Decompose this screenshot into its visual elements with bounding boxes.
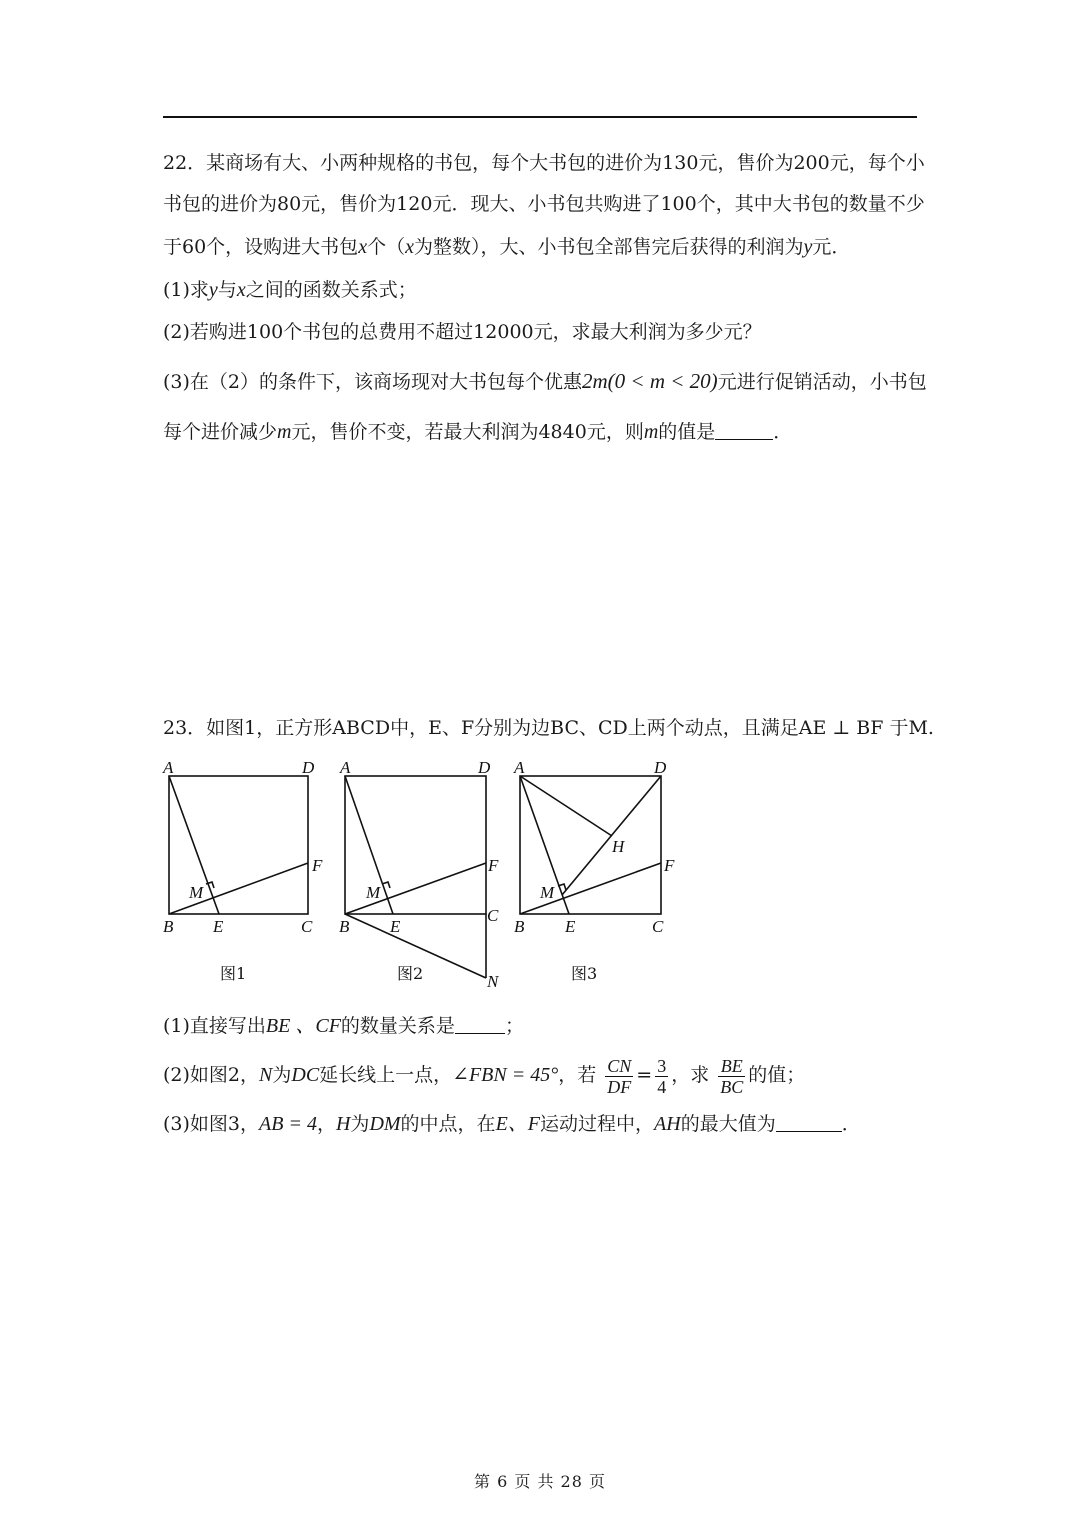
fraction-cn-df xyxy=(605,1056,633,1097)
fig2-label-c: C xyxy=(487,906,499,925)
fig1-label-e: E xyxy=(213,917,224,936)
q22-p2-text: (2)若购进100个书包的总费用不超过12000元，求最大利润为多少元？ xyxy=(163,321,762,343)
q22-p3-text-c: 每个进价减少 xyxy=(163,421,278,443)
fig2-caption: 图2 xyxy=(397,964,424,983)
q22-text-3a: 于60个，设购进大书包 xyxy=(163,236,359,258)
fig2-label-d: D xyxy=(478,758,491,777)
q22-text-2: 书包的进价为80元，售价为120元．现大、小书包共购进了100个，其中大书包的数量不少 xyxy=(163,193,925,215)
point-n: N xyxy=(259,1064,273,1086)
q23-p3-text-a: (3)如图3， xyxy=(163,1113,260,1135)
q23-p2-text-c: 延长线上一点， xyxy=(319,1064,453,1086)
q23-intro-text: 23．如图1，正方形ABCD中，E、F分别为边BC、CD上两个动点，且满足AE ⊥ BF 于M. xyxy=(163,717,934,739)
fig2-label-a: A xyxy=(340,758,351,777)
q23-p3-text-f: 的最大值为 xyxy=(680,1113,776,1135)
q23-p3-text-d: 的中点，在 xyxy=(400,1113,496,1135)
q23-p2-text-a: (2)如图2， xyxy=(163,1064,260,1086)
q22-text-3b: 个（ xyxy=(367,236,406,258)
point-h: H xyxy=(335,1113,351,1135)
q23-p1-text-c: ； xyxy=(504,1015,524,1037)
var-m: m xyxy=(643,421,659,443)
q23-p3-text-e: 运动过程中， xyxy=(540,1113,655,1135)
q23-part-3 xyxy=(163,1111,861,1137)
q23-part-1 xyxy=(163,1013,524,1039)
discount-expression: 2m(0 < m < 20) xyxy=(582,369,718,393)
angle-fbn: ∠FBN = 45° xyxy=(452,1064,559,1086)
q22-text-3c: 为整数），大、小书包全部售完后获得的利润为 xyxy=(413,236,804,258)
fig3-caption: 图3 xyxy=(571,964,598,983)
segment-dc: DC xyxy=(291,1064,320,1086)
var-y: y xyxy=(208,279,218,301)
q22-p1-text-a: (1)求 xyxy=(163,279,209,301)
fig1-label-d: D xyxy=(302,758,315,777)
fig3-label-m: M xyxy=(540,883,555,902)
var-y: y xyxy=(803,236,813,258)
fig3-label-e: E xyxy=(565,917,576,936)
fig3-label-d: D xyxy=(654,758,667,777)
q23-p1-text-b: 的数量关系是 xyxy=(340,1015,455,1037)
q23-p3-text-g: ． xyxy=(841,1113,861,1135)
q23-p2-text-d: ，若 xyxy=(558,1064,597,1086)
ab-length: AB = 4 xyxy=(259,1113,317,1135)
fig1-label-b: B xyxy=(163,917,174,936)
fig3-segment-ah xyxy=(520,776,612,836)
var-m: m xyxy=(277,421,292,443)
fraction-three-quarters-numerator: 3 xyxy=(657,1055,667,1076)
segment-ah: AH xyxy=(654,1113,681,1135)
fraction-be-bc xyxy=(718,1056,745,1097)
fig2-label-f: F xyxy=(488,856,499,875)
fraction-be-bc-denominator: BC xyxy=(720,1076,744,1097)
fig3-label-b: B xyxy=(514,917,525,936)
answer-blank-q23-1[interactable] xyxy=(455,1015,505,1034)
fig3-label-a: A xyxy=(514,758,525,777)
fig3-label-f: F xyxy=(664,856,675,875)
fig3-label-h: H xyxy=(612,837,625,856)
fraction-cn-df-denominator: DF xyxy=(607,1076,632,1097)
var-x: x xyxy=(358,236,368,258)
fig1-label-a: A xyxy=(163,758,174,777)
q22-text-3d: 元． xyxy=(812,236,851,258)
fraction-three-quarters-denominator: 4 xyxy=(657,1076,667,1097)
segment-dm: DM xyxy=(369,1113,401,1135)
q23-p3-text-c: 为 xyxy=(350,1113,370,1135)
q23-p2-text-e: ，求 xyxy=(671,1064,710,1086)
q22-p3-text-e: 的值是 xyxy=(658,421,716,443)
q23-p3-text-b: ， xyxy=(316,1113,336,1135)
fraction-be-bc-numerator: BE xyxy=(718,1056,745,1077)
q22-p3-text-f: ． xyxy=(773,421,793,443)
q23-p2-text-b: 为 xyxy=(272,1064,292,1086)
q23-part-2 xyxy=(163,1051,805,1099)
fraction-three-quarters xyxy=(655,1056,668,1097)
page-footer: 第 6 页 共 28 页 xyxy=(474,1472,606,1491)
var-x: x xyxy=(405,236,414,258)
points-e-f: E、F xyxy=(495,1113,540,1135)
fig2-label-n: N xyxy=(487,972,499,991)
q22-p3-text-b: 元进行促销活动，小书包 xyxy=(717,371,927,393)
q22-p1-text-c: 之间的函数关系式； xyxy=(245,279,417,301)
q23-p1-text-a: (1)直接写出 xyxy=(163,1015,266,1037)
equals-sign: = xyxy=(636,1064,653,1086)
fig1-label-f: F xyxy=(312,856,323,875)
q22-text-1: 22．某商场有大、小两种规格的书包，每个大书包的进价为130元，售价为200元，每个小 xyxy=(163,152,925,174)
fig2-label-m: M xyxy=(366,883,381,902)
fraction-cn-df-numerator: CN xyxy=(607,1055,632,1076)
fig1-caption: 图1 xyxy=(220,964,247,983)
answer-blank-q23-3[interactable] xyxy=(776,1113,842,1132)
fig1-label-c: C xyxy=(301,917,313,936)
q22-p1-text-b: 与 xyxy=(217,279,237,301)
fig2-label-e: E xyxy=(390,917,401,936)
q23-p2-text-f: 的值； xyxy=(748,1064,806,1086)
fig2-label-b: B xyxy=(339,917,350,936)
q23-p1-expr: BE 、CF xyxy=(265,1015,341,1037)
fig3-label-c: C xyxy=(652,917,664,936)
fig1-label-m: M xyxy=(189,883,204,902)
q22-p3-text-d: 元，售价不变，若最大利润为4840元，则 xyxy=(291,421,644,443)
var-x: x xyxy=(236,279,246,301)
q22-p3-text-a: (3)在（2）的条件下，该商场现对大书包每个优惠 xyxy=(163,371,583,393)
